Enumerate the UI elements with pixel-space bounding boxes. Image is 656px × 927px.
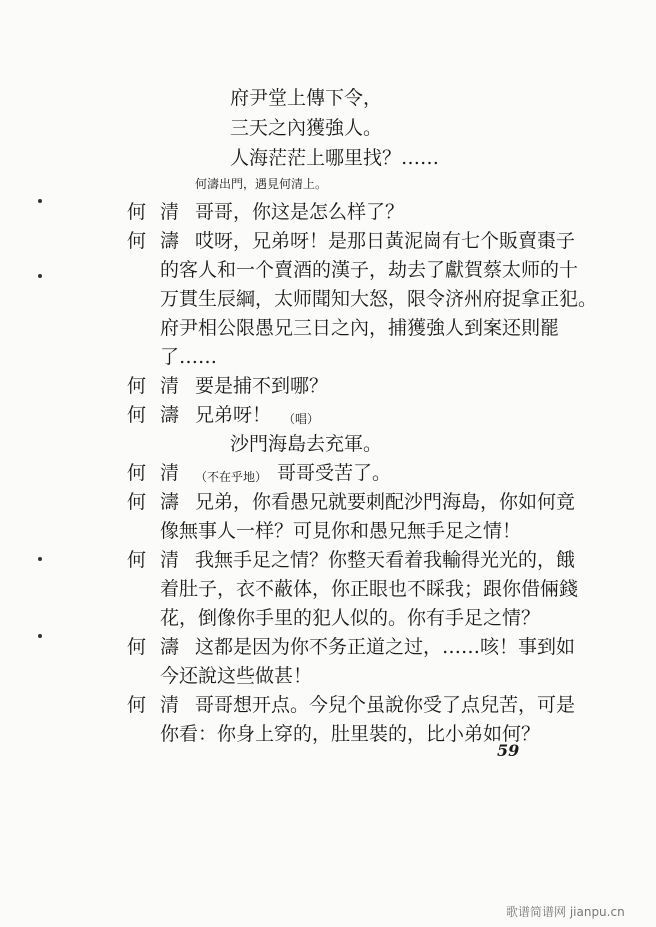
speaker-given-name: 清 [160,549,180,571]
dialogue-line: 着肚子，衣不蔽体，你正眼也不睬我；跟你借倆錢 [160,578,579,600]
scan-speck [38,274,42,278]
speaker-given-name: 清 [160,462,180,484]
dialogue-line: 今还說这些做甚！ [160,665,313,687]
speaker-surname: 何 [127,636,147,658]
speaker-surname: 何 [127,375,147,397]
verse-line: 沙門海島去充軍。 [230,433,383,455]
speaker-surname: 何 [127,404,147,426]
speaker-given-name: 清 [160,201,180,223]
dialogue-line: 哥哥受苦了。 [277,462,392,484]
verse-line: 府尹堂上傳下令， [230,87,383,109]
speaker-surname: 何 [127,462,147,484]
dialogue-line: 你看：你身上穿的，肚里裝的，比小弟如何？ [160,723,541,745]
speaker-given-name: 濤 [160,230,180,252]
stage-direction: （不在乎地） [195,470,268,484]
dialogue-line: 万貫生辰綱，太师聞知大怒，限令济州府捉拿正犯。 [160,288,598,310]
dialogue-line: 府尹相公限愚兄三日之內，捕獲強人到案还則罷 [160,317,560,339]
dialogue-line: 哥哥想开点。今兒个虽說你受了点兒苦，可是 [195,694,576,716]
dialogue-line: 花，倒像你手里的犯人似的。你有手足之情？ [160,607,541,629]
dialogue-line: 兄弟，你看愚兄就要刺配沙門海島，你如何竟 [195,491,576,513]
scan-speck [38,634,42,638]
dialogue-line: 哎呀，兄弟呀！是那日黃泥崗有七个販賣棗子 [195,230,576,252]
speaker-surname: 何 [127,694,147,716]
scan-speck [38,557,42,561]
speaker-given-name: 濤 [160,636,180,658]
speaker-given-name: 清 [160,694,180,716]
verse-line: 三天之內獲強人。 [230,117,383,139]
speaker-given-name: 濤 [160,491,180,513]
stage-direction: （唱） [283,412,320,426]
dialogue-line: 的客人和一个賣酒的漢子，劫去了獻賀蔡太师的十 [160,259,579,281]
stage-direction: 何濤出門，遇見何清上。 [195,177,328,191]
page-number: 59 [497,741,520,760]
dialogue-line: 像無事人一样？可見你和愚兄無手足之情！ [160,520,522,542]
speaker-surname: 何 [127,230,147,252]
dialogue-line: 了…… [160,346,218,368]
speaker-given-name: 濤 [160,404,180,426]
dialogue-line: 要是捕不到哪？ [195,375,329,397]
watermark: 歌谱简谱网 jianpu.cn [506,905,625,919]
dialogue-line: 哥哥，你这是怎么样了？ [195,201,405,223]
speaker-surname: 何 [127,549,147,571]
dialogue-line: 兄弟呀！ [195,404,272,426]
dialogue-line: 我無手足之情？你整天看着我輸得光光的，餓 [195,549,576,571]
dialogue-line: 这都是因为你不务正道之过，……咳！事到如 [195,636,576,658]
speaker-surname: 何 [127,491,147,513]
verse-line: 人海茫茫上哪里找？…… [230,147,440,169]
speaker-given-name: 清 [160,375,180,397]
speaker-surname: 何 [127,201,147,223]
scan-speck [38,199,42,203]
